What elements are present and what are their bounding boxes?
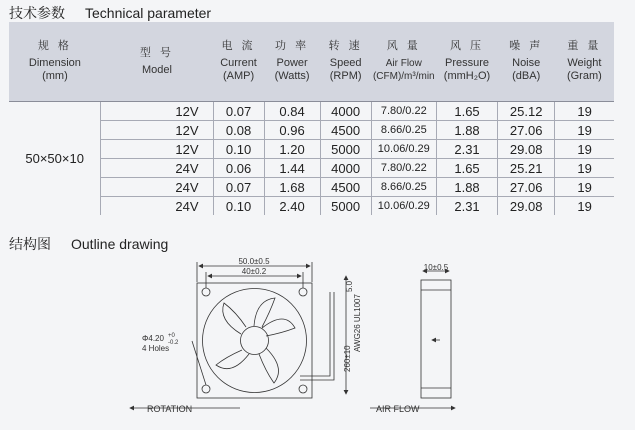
fan-blade — [254, 298, 275, 327]
power-cell: 2.40 — [264, 197, 320, 216]
fan-frame-front — [197, 283, 312, 398]
fan-blade — [223, 303, 246, 334]
current-cell: 0.07 — [213, 178, 264, 197]
current-cell: 0.10 — [213, 197, 264, 216]
dim-holes-text: 40±0.2 — [241, 267, 267, 276]
header-power: 功 率 Power (Watts) — [264, 22, 320, 102]
power-cell: 1.20 — [264, 140, 320, 159]
hole-count-text: 4 Holes — [142, 344, 170, 353]
current-cell: 0.08 — [213, 121, 264, 140]
current-cell: 0.10 — [213, 140, 264, 159]
dim-depth-text: 10±0.5 — [423, 263, 449, 272]
voltage-cell: 24V — [101, 178, 213, 197]
pressure-cell: 2.31 — [436, 197, 497, 216]
hole-dia-text: Φ4.20 — [142, 334, 164, 343]
weight-cell: 19 — [555, 197, 614, 216]
fan-hub — [241, 327, 269, 355]
dim-width-text: 50.0±0.5 — [238, 257, 270, 266]
power-cell: 1.44 — [264, 159, 320, 178]
dimension-cell: 50×50×10 — [25, 151, 84, 166]
lead-wire — [300, 292, 334, 380]
voltage-cell: 12V — [101, 121, 213, 140]
header-noise: 噪 声 Noise (dBA) — [498, 22, 555, 102]
fan-blade — [259, 348, 279, 383]
spec-title-cn: 技术参数 — [9, 5, 65, 21]
noise-cell: 25.21 — [498, 159, 555, 178]
outline-title-en: Outline drawing — [71, 236, 169, 252]
header-model: 型 号 Model — [101, 22, 213, 102]
header-speed: 转 速 Speed (RPM) — [320, 22, 371, 102]
power-cell: 0.96 — [264, 121, 320, 140]
wire-spec-text: AWG26 UL1007 — [353, 294, 362, 352]
power-cell: 1.68 — [264, 178, 320, 197]
speed-cell: 4500 — [320, 178, 371, 197]
airflow-cell: 7.80/0.22 — [371, 102, 436, 121]
speed-cell: 5000 — [320, 197, 371, 216]
weight-cell: 19 — [555, 159, 614, 178]
speed-cell: 4000 — [320, 159, 371, 178]
weight-cell: 19 — [555, 121, 614, 140]
header-airflow: 风 量 Air Flow (CFM)/m³/min — [371, 22, 436, 102]
hole-tol-lower: -0.2 — [168, 340, 179, 346]
header-current: 电 流 Current (AMP) — [213, 22, 264, 102]
lead-wire — [300, 292, 330, 376]
outline-title-cn: 结构图 — [9, 236, 51, 252]
current-cell: 0.07 — [213, 102, 264, 121]
header-weight: 重 量 Weight (Gram) — [555, 22, 614, 102]
hole-tol-upper: +0 — [168, 333, 175, 339]
noise-cell: 25.12 — [498, 102, 555, 121]
mount-hole — [299, 288, 307, 296]
mount-hole — [299, 385, 307, 393]
airflow-cell: 8.66/0.25 — [371, 178, 436, 197]
spec-title-en: Technical parameter — [85, 5, 212, 21]
fan-frame-side — [421, 280, 451, 398]
pressure-cell: 1.88 — [436, 178, 497, 197]
pressure-cell: 1.65 — [436, 102, 497, 121]
weight-cell: 19 — [555, 140, 614, 159]
weight-cell: 19 — [555, 102, 614, 121]
dim-lead-offset-text: 5.0 — [345, 280, 354, 292]
noise-cell: 27.06 — [498, 121, 555, 140]
rotation-label: ROTATION — [147, 404, 193, 414]
mount-hole — [202, 288, 210, 296]
airflow-cell: 10.06/0.29 — [371, 140, 436, 159]
airflow-label: AIR FLOW — [376, 404, 420, 414]
airflow-cell: 10.06/0.29 — [371, 197, 436, 216]
power-cell: 0.84 — [264, 102, 320, 121]
speed-cell: 4000 — [320, 102, 371, 121]
current-cell: 0.06 — [213, 159, 264, 178]
pressure-cell: 1.88 — [436, 121, 497, 140]
fan-blade — [216, 350, 249, 369]
pressure-cell: 2.31 — [436, 140, 497, 159]
header-pressure: 风 压 Pressure (mmH₂O) — [436, 22, 497, 102]
airflow-cell: 7.80/0.22 — [371, 159, 436, 178]
header-dimension: 规 格 Dimension (mm) — [9, 22, 101, 102]
mount-hole — [202, 385, 210, 393]
noise-cell: 29.08 — [498, 197, 555, 216]
speed-cell: 4500 — [320, 121, 371, 140]
noise-cell: 27.06 — [498, 178, 555, 197]
voltage-cell: 24V — [101, 159, 213, 178]
voltage-cell: 24V — [101, 197, 213, 216]
voltage-cell: 12V — [101, 102, 213, 121]
lead-length-text: 260±10 — [343, 345, 352, 372]
speed-cell: 5000 — [320, 140, 371, 159]
hole-leader — [192, 341, 206, 385]
fan-shroud — [203, 289, 307, 393]
voltage-cell: 12V — [101, 140, 213, 159]
weight-cell: 19 — [555, 178, 614, 197]
airflow-cell: 8.66/0.25 — [371, 121, 436, 140]
noise-cell: 29.08 — [498, 140, 555, 159]
pressure-cell: 1.65 — [436, 159, 497, 178]
